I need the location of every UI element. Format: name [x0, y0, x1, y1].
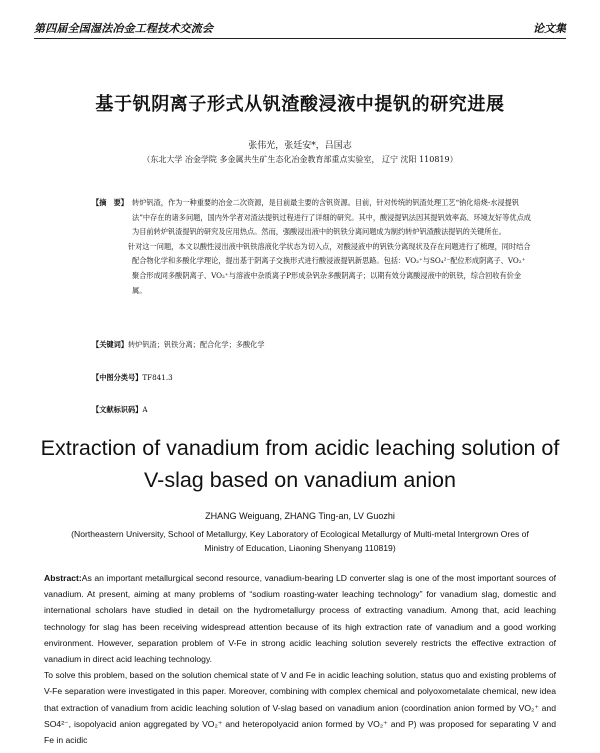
en-abstract-paragraph-1	[44, 570, 556, 667]
cn-doc-value: A	[142, 405, 148, 414]
en-abstract	[44, 570, 556, 748]
en-title	[0, 432, 600, 496]
running-header	[34, 18, 566, 38]
cn-abstract-paragraph-2: 针对这一问题，本文以酸性浸出液中钒铁溶液化学状态为切入点，对酸浸液中的钒铁分离现状及存在问题进行了梳理，同时结合配合物化学和多酸化学理论，提出基于阴离子交换形式进行酸浸液提钒新思路。包括：VO₂⁺与SO₄²⁻配位形成阴离子、VO₂⁺聚合形成同多酸阴离子、VO₂⁺与溶液中杂质离子P形成杂钒杂多酸阴离子；以期有效分离酸浸液中的钒铁，综合回收有价金属。	[128, 241, 531, 295]
en-abstract-text-1: As an important metallurgical second resource, vanadium-bearing LD converter slag is one of the most important sources of vanadium. At present, aiming at many problems of “sodium roasting-water leaching technology” for vanadium slag, domestic and international scholars have studied in detail on the hydrometallurgy process of extracting vanadium. Among that, acid leaching technology for slag has been receiving widespread attention because of its high extraction rate of vanadium and a good working environment. However, separation problem of V-Fe in strong acidic leaching solution severely restricts the effective extraction of vanadium in direct acid leaching technology.	[44, 573, 556, 665]
en-affiliation: (Northeastern University, School of Metallurgy, Key Laboratory of Ecological Metallurgy of Multi-metal Intergrown Ores of Ministry of Education, Liaoning Shenyang 110819)	[71, 529, 529, 553]
cn-clc-label: 【中图分类号】	[92, 373, 143, 382]
cn-title: 基于钒阴离子形式从钒渣酸浸液中提钒的研究进展	[95, 94, 505, 115]
cn-abstract	[92, 196, 532, 298]
cn-keywords-value: 转炉钒渣；钒铁分离；配合化学；多酸化学	[127, 340, 265, 349]
cn-authors: 张伟光，张廷安*，吕国志	[248, 141, 352, 151]
cn-abstract-label: 【摘 要】	[92, 198, 128, 207]
cn-doc-code	[92, 405, 148, 415]
cn-keywords-label: 【关键词】	[92, 340, 128, 349]
cn-doc-label: 【文献标识码】	[92, 405, 143, 414]
section-name: 论文集	[533, 22, 566, 35]
cn-clc	[92, 373, 173, 383]
cn-abstract-paragraph-1: 转炉钒渣，作为一种重要的冶金二次资源，是目前最主要的含钒资源。目前，针对传统的钒渣处理工艺“钠化焙烧-水浸提钒法”中存在的诸多问题，国内外学者对渣法提钒过程进行了详细的研究。其中，酸浸提钒法因其提钒效率高、环境友好等优点成为目前转炉钒渣提钒的研究及应用热点。然而，强酸浸出液中的钒铁分离问题成为制约转炉钒渣酸法提钒的关键所在。	[132, 198, 531, 237]
en-title-line-1: Extraction of vanadium from acidic leaching solution of	[40, 436, 560, 460]
header-rule	[34, 38, 566, 39]
cn-affiliation: （东北大学 冶金学院 多金属共生矿生态化冶金教育部重点实验室， 辽宁 沈阳 110819）	[142, 155, 458, 164]
en-abstract-label: Abstract:	[44, 573, 82, 583]
en-abstract-paragraph-2: To solve this problem, based on the solution chemical state of V and Fe in acidic leaching solution, status quo and existing problems of V-Fe separation were investigated in this paper. Moreover, combining with complex chemical and polyoxometalate chemical, new idea that extraction of vanadium from acidic leaching solution of V-slag based on vanadium anion (coordination anion formed by VO₂⁺ and SO4²⁻, isopolyacid anion aggregated by VO₂⁺ and heteropolyacid anion formed by VO₂⁺ and P) was proposed for separating V and Fe in acidic	[44, 670, 556, 746]
conference-name: 第四届全国湿法冶金工程技术交流会	[34, 22, 214, 35]
en-authors: ZHANG Weiguang, ZHANG Ting-an, LV Guozhi	[205, 511, 395, 521]
cn-clc-value: TF841.3	[142, 373, 173, 382]
en-title-line-2: V-slag based on vanadium anion	[144, 468, 456, 492]
cn-keywords	[92, 340, 265, 350]
